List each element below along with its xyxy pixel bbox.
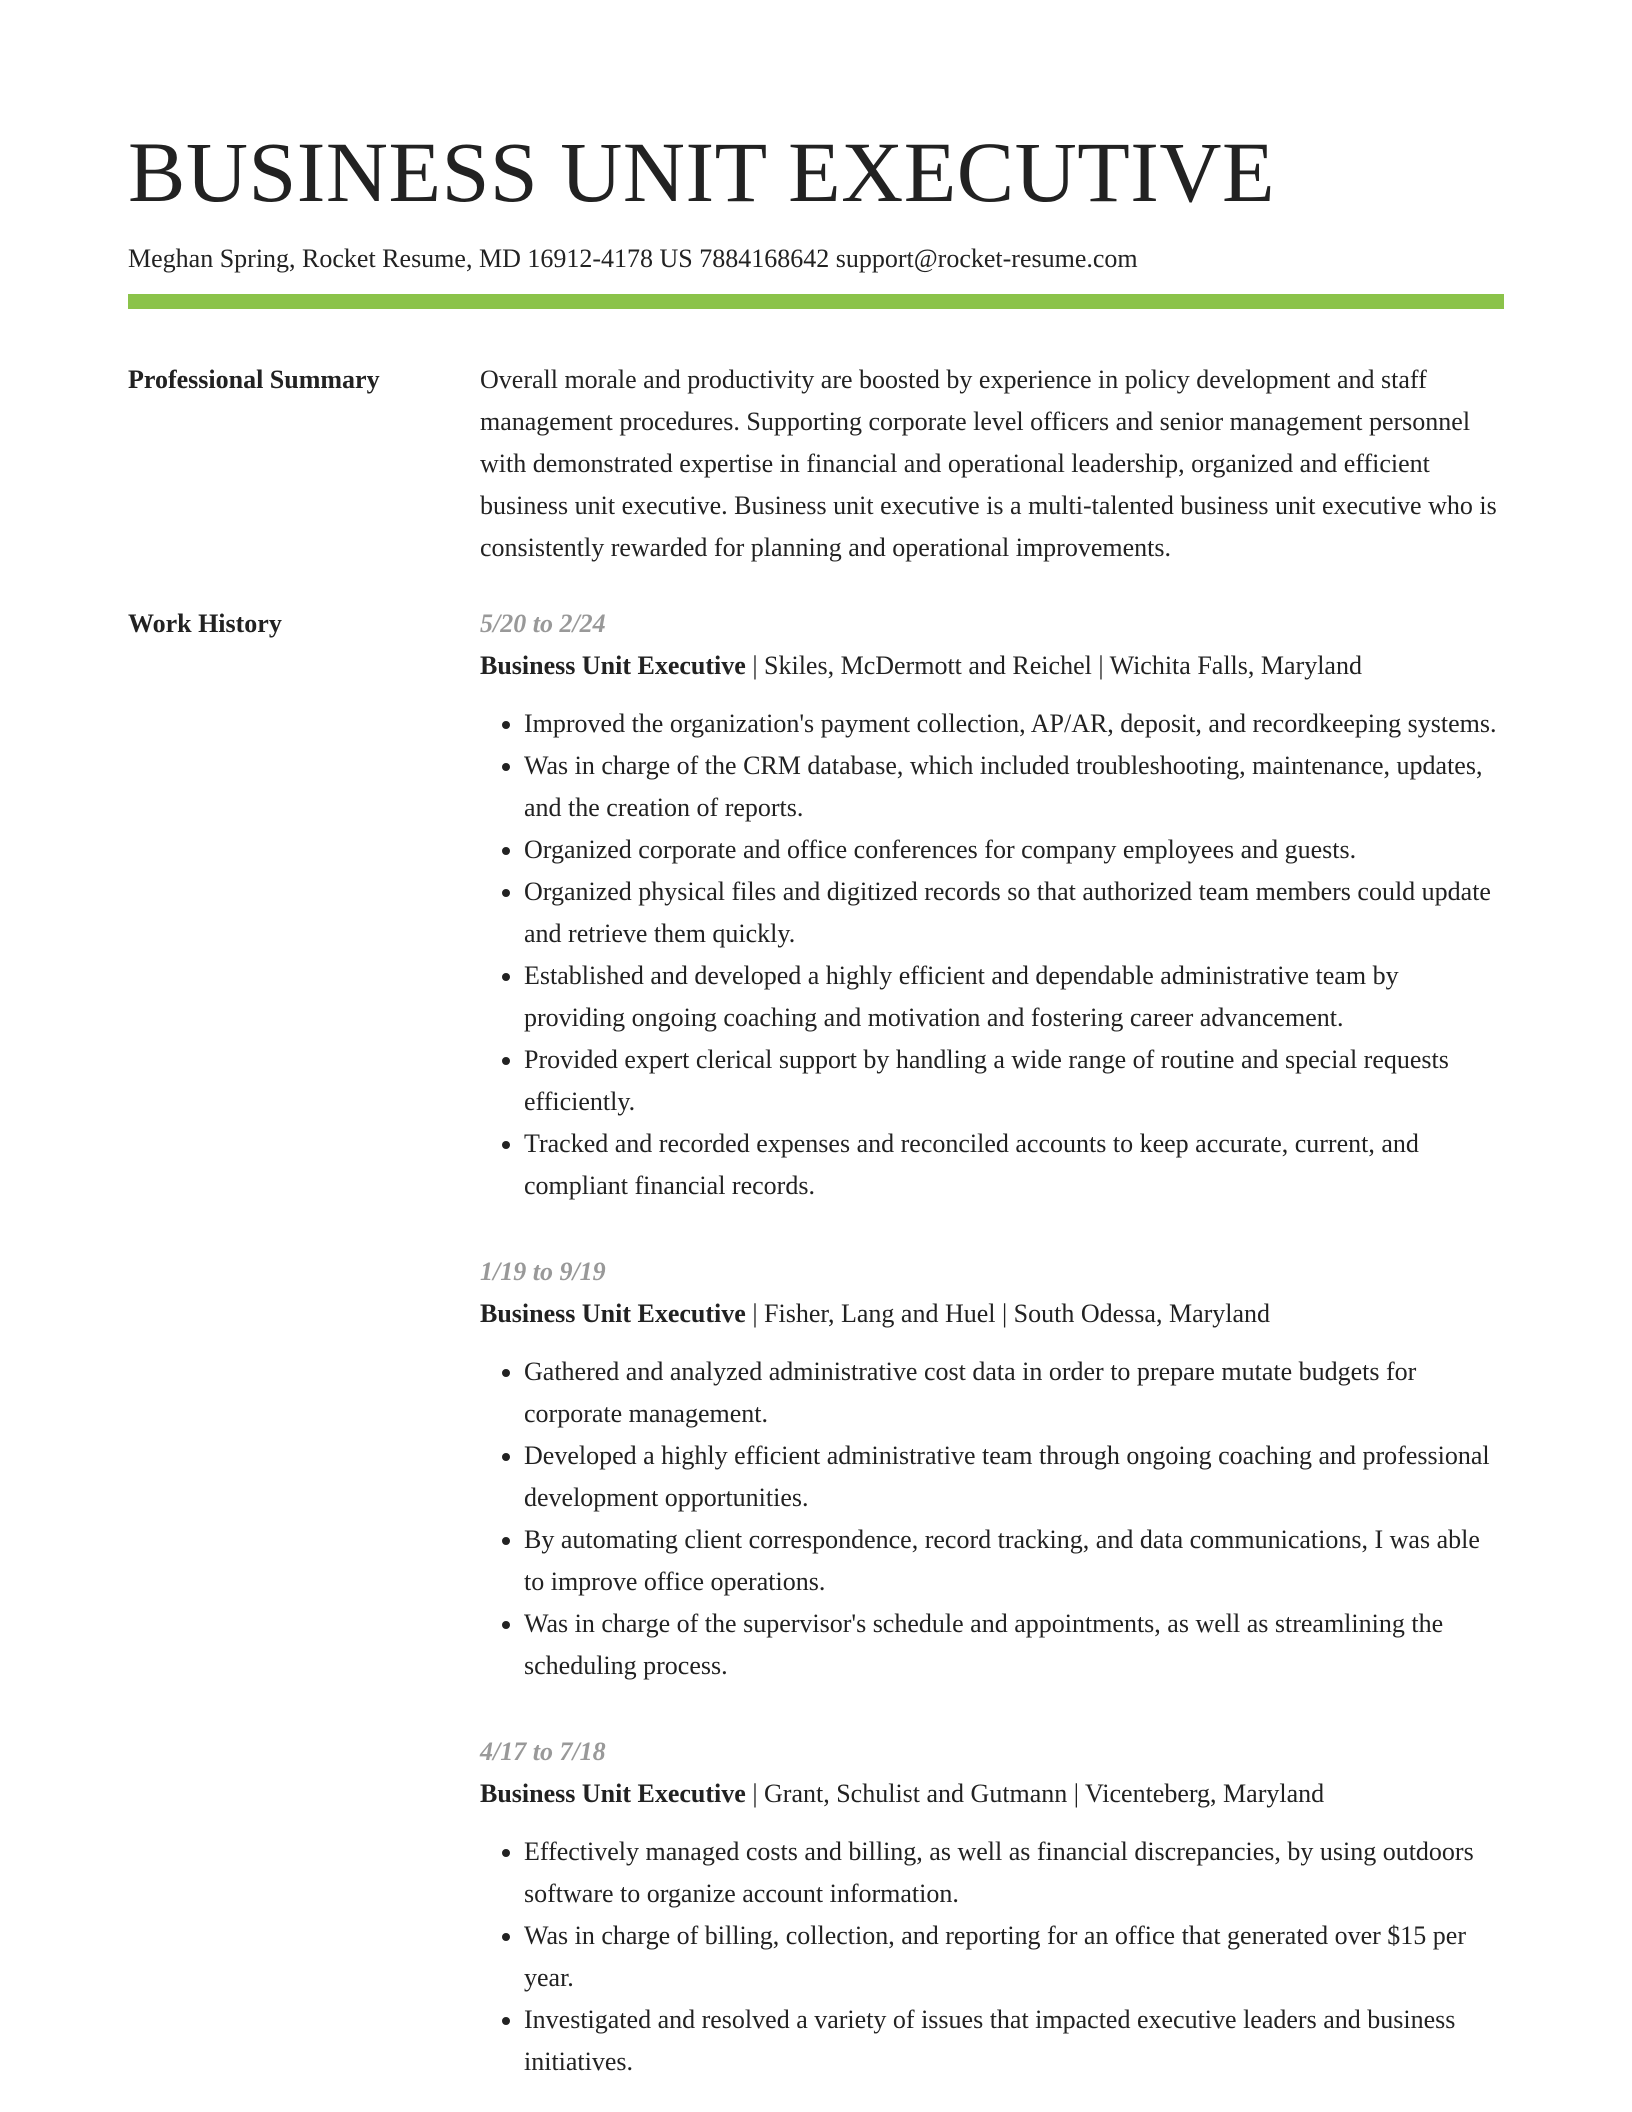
- job-title: Business Unit Executive: [480, 1779, 746, 1808]
- job-bullet: • Provided expert clerical support by handling a wide range of routine and special requests efficiently.: [524, 1039, 1504, 1123]
- job-bullet: • Investigated and resolved a variety of issues that impacted executive leaders and business initiatives.: [524, 1999, 1504, 2083]
- resume-title: BUSINESS UNIT EXECUTIVE: [128, 124, 1276, 220]
- job-bullet: • Was in charge of the supervisor's schedule and appointments, as well as streamlining the scheduling process.: [524, 1603, 1504, 1687]
- job-dates: 1/19 to 9/19: [480, 1257, 606, 1286]
- job-details: | Skiles, McDermott and Reichel | Wichita Falls, Maryland: [745, 651, 1362, 680]
- job-title: Business Unit Executive: [480, 651, 746, 680]
- summary-text: Overall morale and productivity are boosted by experience in policy development and staff management procedures. Supporting corporate level officers and senior management personnel with demonstrated expertise in financial and operational leadership, organized and efficient business unit executive. Business unit executive is a multi-talented business unit executive who is consistently rewarded for planning and operational improvements.: [480, 365, 1497, 562]
- job-bullets: [480, 1351, 1504, 1687]
- summary-body: [480, 359, 1504, 569]
- work-history-body: [480, 603, 1504, 2083]
- work-history-section: [128, 603, 1504, 2083]
- contact-info: Meghan Spring, Rocket Resume, MD 16912-4178 US 7884168642 support@rocket-resume.com: [128, 244, 1138, 273]
- job-entry: [480, 1251, 1504, 1687]
- job-bullet: • Established and developed a highly efficient and dependable administrative team by providing ongoing coaching and motivation and fostering career advancement.: [524, 955, 1504, 1039]
- job-entry: [480, 603, 1504, 1207]
- job-bullet: • By automating client correspondence, record tracking, and data communications, I was able to improve office operations.: [524, 1519, 1504, 1603]
- job-heading: [480, 1773, 1504, 1815]
- job-bullet: • Improved the organization's payment collection, AP/AR, deposit, and recordkeeping systems.: [524, 703, 1504, 745]
- job-details: | Fisher, Lang and Huel | South Odessa, Maryland: [745, 1299, 1271, 1328]
- job-bullets: [480, 1831, 1504, 2083]
- job-bullet: • Developed a highly efficient administrative team through ongoing coaching and professional development opportunities.: [524, 1435, 1504, 1519]
- job-bullets: [480, 703, 1504, 1207]
- job-bullet: • Was in charge of the CRM database, which included troubleshooting, maintenance, updates, and the creation of reports.: [524, 745, 1504, 829]
- professional-summary-section: [128, 359, 1504, 569]
- job-title: Business Unit Executive: [480, 1299, 746, 1328]
- job-bullet: • Was in charge of billing, collection, and reporting for an office that generated over $15 per year.: [524, 1915, 1504, 1999]
- job-bullet: • Tracked and recorded expenses and reconciled accounts to keep accurate, current, and compliant financial records.: [524, 1123, 1504, 1207]
- section-label-work-history: Work History: [128, 609, 282, 638]
- job-heading: [480, 645, 1504, 687]
- job-bullet: • Organized physical files and digitized records so that authorized team members could update and retrieve them quickly.: [524, 871, 1504, 955]
- job-bullet: • Effectively managed costs and billing, as well as financial discrepancies, by using outdoors software to organize account information.: [524, 1831, 1504, 1915]
- resume-page: [128, 0, 1504, 2083]
- section-label-summary: Professional Summary: [128, 365, 380, 394]
- job-dates: 5/20 to 2/24: [480, 609, 606, 638]
- header-divider: [128, 294, 1504, 309]
- job-details: | Grant, Schulist and Gutmann | Vicenteberg, Maryland: [745, 1779, 1325, 1808]
- job-bullet: • Gathered and analyzed administrative cost data in order to prepare mutate budgets for corporate management.: [524, 1351, 1504, 1435]
- job-bullet: • Organized corporate and office conferences for company employees and guests.: [524, 829, 1504, 871]
- job-dates: 4/17 to 7/18: [480, 1737, 606, 1766]
- job-heading: [480, 1293, 1504, 1335]
- job-entry: [480, 1731, 1504, 2083]
